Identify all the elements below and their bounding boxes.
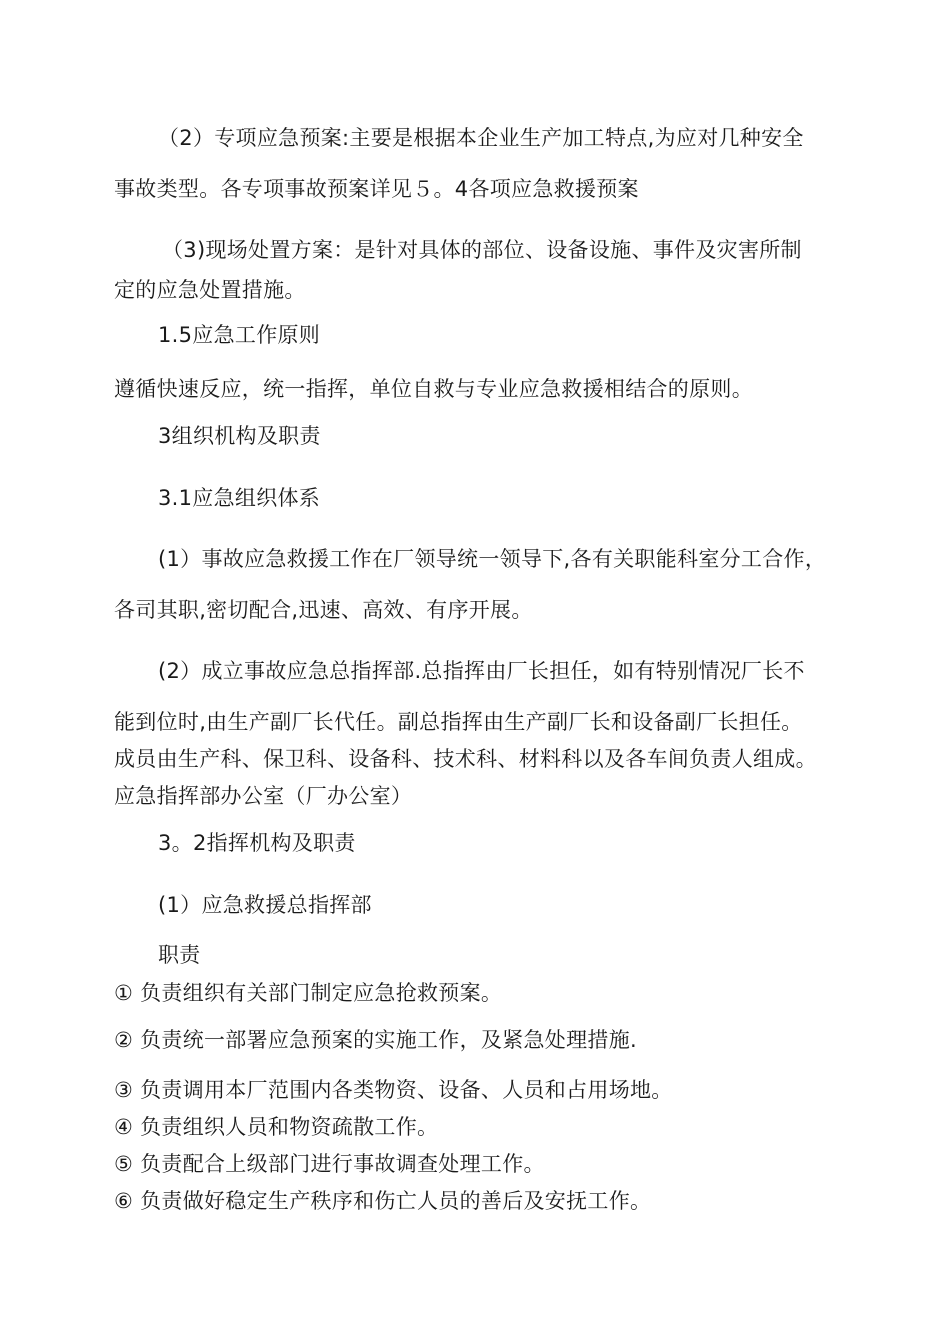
paragraph-line-item-2-cont-1: 能到位时,由生产副厂长代任。副总指挥由生产副厂长和设备副厂长担任。 <box>114 710 803 734</box>
section-heading-3-2: 3。2指挥机构及职责 <box>158 831 356 855</box>
paragraph-line-item-2: (2）成立事故应急总指挥部.总指挥由厂长担任，如有特别情况厂长不 <box>158 659 805 683</box>
duty-item-1: ① 负责组织有关部门制定应急抢救预案。 <box>114 981 503 1005</box>
paragraph-line-onsite-plan: （3)现场处置方案：是针对具体的部位、设备设施、事件及灾害所制 <box>162 238 802 262</box>
duty-item-4: ④ 负责组织人员和物资疏散工作。 <box>114 1115 439 1139</box>
paragraph-line-item-2-cont-2: 成员由生产科、保卫科、设备科、技术科、材料科以及各车间负责人组成。 <box>114 747 817 771</box>
paragraph-line-onsite-plan-cont: 定的应急处置措施。 <box>114 278 306 302</box>
paragraph-line-item-2-cont-3: 应急指挥部办公室（厂办公室） <box>114 784 413 808</box>
paragraph-line-special-plan: （2）专项应急预案:主要是根据本企业生产加工特点,为应对几种安全 <box>158 126 804 150</box>
paragraph-line-special-plan-cont: 事故类型。各专项事故预案详见５。4各项应急救援预案 <box>114 177 639 201</box>
subsection-heading-command: (1）应急救援总指挥部 <box>158 893 372 917</box>
duty-item-5: ⑤ 负责配合上级部门进行事故调查处理工作。 <box>114 1152 545 1176</box>
paragraph-line-item-1-cont: 各司其职,密切配合,迅速、高效、有序开展。 <box>114 598 533 622</box>
duties-label: 职责 <box>158 943 201 967</box>
section-heading-3-1: 3.1应急组织体系 <box>158 486 321 510</box>
duty-item-3: ③ 负责调用本厂范围内各类物资、设备、人员和占用场地。 <box>114 1078 673 1102</box>
paragraph-line-item-1: (1）事故应急救援工作在厂领导统一领导下,各有关职能科室分工合作， <box>158 547 827 571</box>
duty-item-6: ⑥ 负责做好稳定生产秩序和伤亡人员的善后及安抚工作。 <box>114 1189 652 1213</box>
paragraph-line-principle: 遵循快速反应，统一指挥，单位自救与专业应急救援相结合的原则。 <box>114 377 753 401</box>
section-heading-3: 3组织机构及职责 <box>158 424 321 448</box>
duty-item-2: ② 负责统一部署应急预案的实施工作，及紧急处理措施. <box>114 1028 637 1052</box>
section-heading-1-5: 1.5应急工作原则 <box>158 323 321 347</box>
